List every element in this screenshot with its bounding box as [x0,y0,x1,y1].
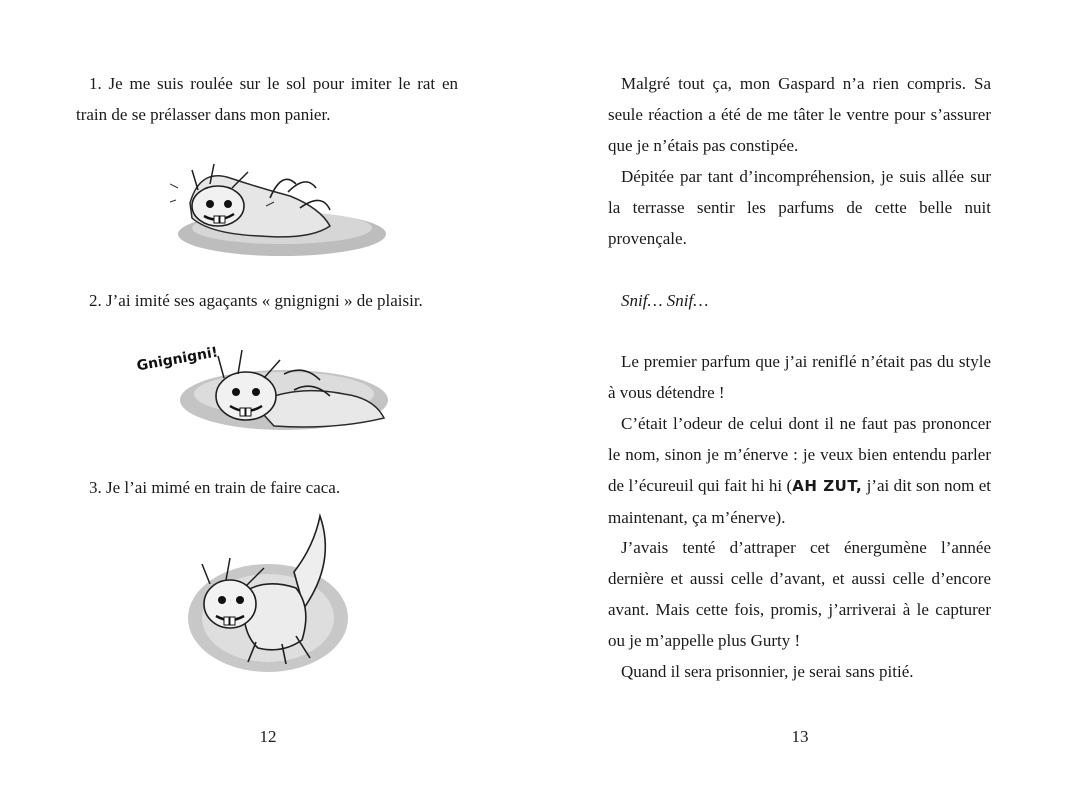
paragraph-step-2: 2. J’ai imité ses agaçants « gnignigni » de plaisir. [89,291,423,310]
paragraph: J’avais tenté d’attraper cet énergumène l’année dernière et aussi celle d’avant, et aussi celle d’encore avant. Mais cette fois, promis, j’arriverai à le capturer ou je m’appelle plus Gurty ! [608,538,991,650]
paragraph: Le premier parfum que j’ai reniflé n’était pas du style à vous détendre ! [608,352,991,402]
gnignigni-caption: Gnignigni! [135,344,220,375]
cat-rolling-illustration [170,148,388,260]
paragraph: Dépitée par tant d’incompréhension, je suis allée sur la terrasse sentir les parfums de cette belle nuit provençale. [608,167,991,248]
paragraph-step-1: 1. Je me suis roulée sur le sol pour imiter le rat en train de se prélasser dans mon panier. [76,74,458,124]
paragraph: Malgré tout ça, mon Gaspard n’a rien compris. Sa seule réaction a été de me tâter le ventre pour s’assurer que je n’étais pas constipée. [608,74,991,155]
cat-crouching-illustration [186,512,350,674]
paragraph [608,408,991,533]
page-number: 12 [259,727,277,746]
page-number: 13 [791,727,809,746]
sniff-line: Snif… Snif… [621,291,709,310]
paragraph: Quand il sera prisonnier, je serai sans pitié. [621,662,914,681]
paragraph-text: j’ai dit son nom et maintenant, ça m’énerve). [608,476,991,527]
paragraph-text: C’était l’odeur de celui dont il ne faut pas prononcer le nom, sinon je m’énerve : je veux bien entendu parler de l’écureuil qui fait hi hi ( [608,414,991,495]
ah-zut-exclamation: AH ZUT, [792,477,863,495]
paragraph-step-3: 3. Je l’ai mimé en train de faire caca. [89,478,341,497]
cat-gnignigni-illustration [134,334,388,446]
left-page [0,0,533,800]
